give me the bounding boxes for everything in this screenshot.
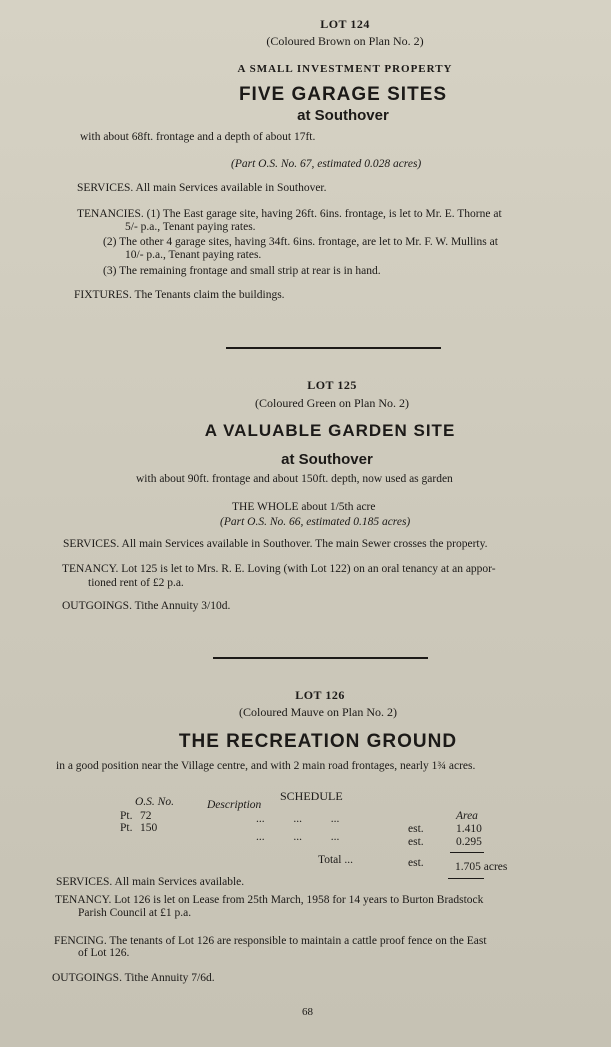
lot-126-description: in a good position near the Village centre, and with 2 main road frontages, nearly 1¾ acres. [56, 760, 476, 772]
lot-124-tenancies-1b: 5/- p.a., Tenant paying rates. [125, 221, 256, 233]
schedule-row-1-no: 72 [140, 810, 152, 822]
schedule-total-label: Total ... [318, 854, 353, 866]
section-divider [226, 347, 441, 349]
lot-124-fixtures: FIXTURES. The Tenants claim the buildings. [74, 289, 285, 301]
schedule-col-os: O.S. No. [135, 796, 174, 808]
lot-126-tenancy: TENANCY. Lot 126 is let on Lease from 25th March, 1958 for 14 years to Burton Bradstock [55, 894, 484, 906]
lot-126-tenancy-b: Parish Council at £1 p.a. [78, 907, 192, 919]
page-number: 68 [302, 1006, 313, 1018]
lot-126-fencing: FENCING. The tenants of Lot 126 are responsible to maintain a cattle proof fence on the East [54, 935, 487, 947]
lot-124-heading: LOT 124 [320, 17, 370, 31]
lot-125-tenancy-b: tioned rent of £2 p.a. [88, 577, 184, 589]
schedule-col-description: Description [207, 799, 262, 811]
lot-126-coloured: (Coloured Mauve on Plan No. 2) [239, 705, 397, 719]
lot-126-services: SERVICES. All main Services available. [56, 876, 245, 888]
lot-124-tenancies-1: TENANCIES. (1) The East garage site, having 26ft. 6ins. frontage, is let to Mr. E. Thorne at [77, 208, 502, 220]
lot-125-services: SERVICES. All main Services available in Southover. The main Sewer crosses the property. [63, 538, 488, 550]
schedule-row-2-dots: ... ... ... [256, 831, 340, 843]
schedule-row-1-area: 1.410 [456, 823, 482, 835]
lot-126-fencing-b: of Lot 126. [78, 947, 130, 959]
lot-126-heading: LOT 126 [295, 688, 345, 702]
lot-124-os-ref: (Part O.S. No. 67, estimated 0.028 acres) [231, 158, 422, 170]
lot-125-os-ref: (Part O.S. No. 66, estimated 0.185 acres) [220, 516, 411, 528]
lot-124-tenancies-2b: 10/- p.a., Tenant paying rates. [125, 249, 262, 261]
schedule-row-2-no: 150 [140, 822, 158, 834]
schedule-title: SCHEDULE [280, 789, 343, 803]
schedule-total-area: 1.705 acres [455, 861, 508, 873]
lot-124-description: with about 68ft. frontage and a depth of about 17ft. [80, 131, 316, 143]
schedule-row-1-pt: Pt. [120, 810, 133, 822]
section-divider [213, 657, 428, 659]
lot-126-outgoings: OUTGOINGS. Tithe Annuity 7/6d. [52, 972, 215, 984]
schedule-col-area: Area [456, 810, 478, 822]
lot-125-headline: A VALUABLE GARDEN SITE [204, 421, 456, 440]
schedule-row-2-area: 0.295 [456, 836, 482, 848]
lot-124-kicker: A SMALL INVESTMENT PROPERTY [237, 63, 453, 75]
total-rule [450, 852, 484, 853]
lot-124-services: SERVICES. All main Services available in Southover. [77, 182, 327, 194]
lot-124-headline: FIVE GARAGE SITES [238, 84, 448, 105]
lot-125-heading: LOT 125 [307, 378, 357, 392]
lot-124-location: at Southover [297, 107, 389, 124]
schedule-row-2-pt: Pt. [120, 822, 133, 834]
lot-125-location: at Southover [281, 451, 373, 468]
lot-125-whole: THE WHOLE about 1/5th acre [232, 501, 376, 513]
lot-124-tenancies-2: (2) The other 4 garage sites, having 34ft. 6ins. frontage, are let to Mr. F. W. Mullins at [103, 236, 498, 248]
lot-124-coloured: (Coloured Brown on Plan No. 2) [266, 34, 424, 48]
schedule-row-1-est: est. [408, 823, 424, 835]
lot-125-coloured: (Coloured Green on Plan No. 2) [255, 396, 409, 410]
lot-124-tenancies-3: (3) The remaining frontage and small strip at rear is in hand. [103, 265, 381, 277]
total-underline [448, 878, 484, 879]
lot-125-tenancy: TENANCY. Lot 125 is let to Mrs. R. E. Loving (with Lot 122) on an oral tenancy at an appor- [62, 563, 496, 575]
schedule-row-1-dots: ... ... ... [256, 813, 340, 825]
lot-126-headline: THE RECREATION GROUND [178, 731, 458, 752]
lot-125-outgoings: OUTGOINGS. Tithe Annuity 3/10d. [62, 600, 231, 612]
schedule-row-2-est: est. [408, 836, 424, 848]
lot-125-description: with about 90ft. frontage and about 150ft. depth, now used as garden [136, 473, 453, 485]
schedule-total-est: est. [408, 857, 424, 869]
